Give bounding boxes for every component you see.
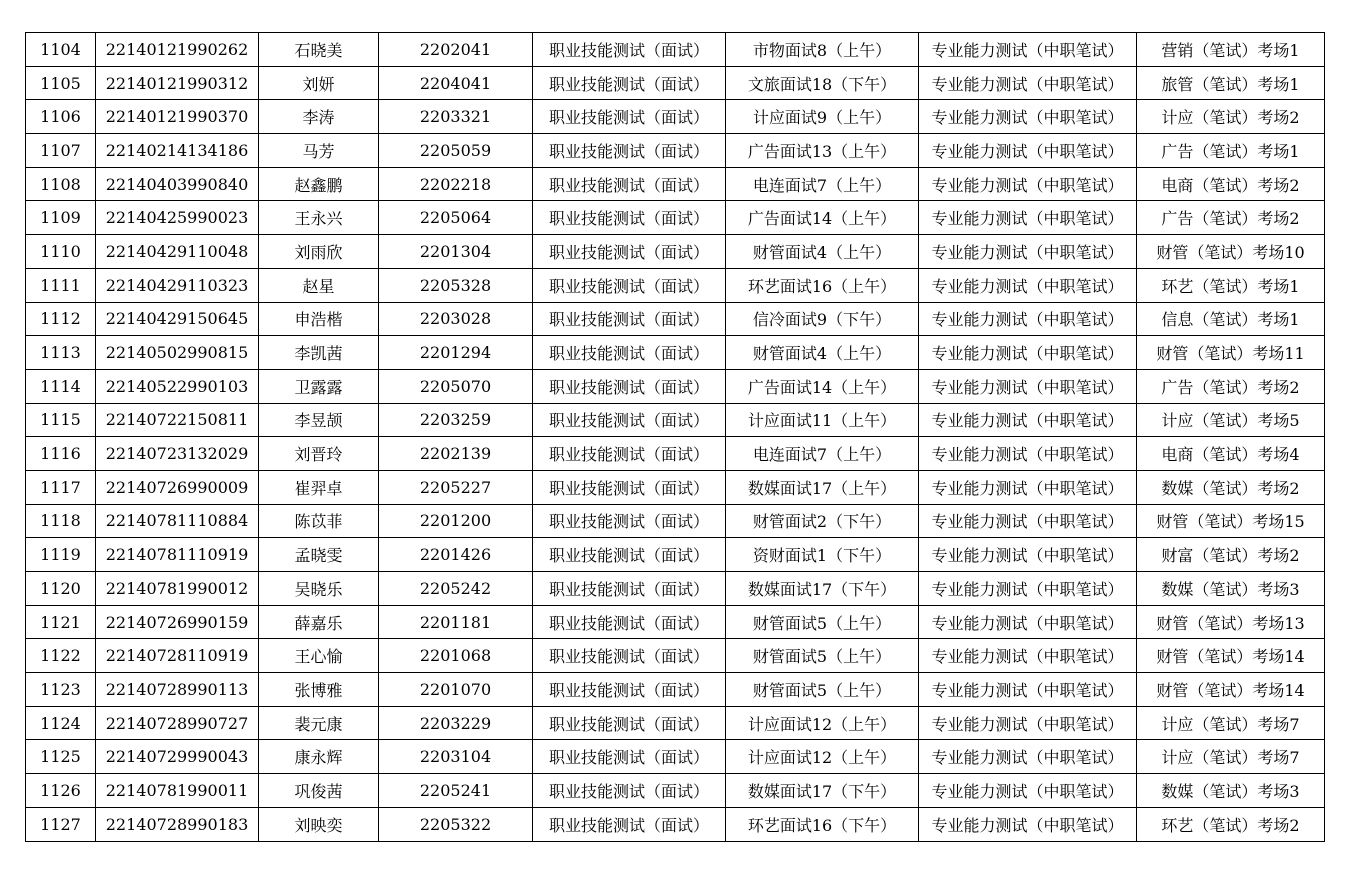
- test-one-cell: 职业技能测试（面试）: [533, 639, 726, 673]
- test-two-cell: 专业能力测试（中职笔试）: [919, 100, 1137, 134]
- table-row: [26, 673, 1325, 707]
- room-one-cell: 财管面试4（上午）: [726, 235, 919, 269]
- room-two-cell: 信息（笔试）考场1: [1137, 302, 1325, 336]
- name-cell: 裴元康: [259, 706, 379, 740]
- room-one-cell: 财管面试4（上午）: [726, 336, 919, 370]
- room-one-cell: 广告面试14（上午）: [726, 369, 919, 403]
- room-two-cell: 广告（笔试）考场2: [1137, 369, 1325, 403]
- room-one-cell: 市物面试8（上午）: [726, 33, 919, 67]
- candidate-id-cell: 22140726990159: [96, 605, 259, 639]
- exam-number-cell: 2202041: [379, 33, 533, 67]
- exam-number-cell: 2201426: [379, 538, 533, 572]
- room-two-cell: 财管（笔试）考场13: [1137, 605, 1325, 639]
- room-two-cell: 计应（笔试）考场5: [1137, 403, 1325, 437]
- test-two-cell: 专业能力测试（中职笔试）: [919, 167, 1137, 201]
- test-one-cell: 职业技能测试（面试）: [533, 437, 726, 471]
- name-cell: 巩俊茜: [259, 774, 379, 808]
- candidate-id-cell: 22140728110919: [96, 639, 259, 673]
- name-cell: 刘晋玲: [259, 437, 379, 471]
- room-one-cell: 电连面试7（上午）: [726, 167, 919, 201]
- test-two-cell: 专业能力测试（中职笔试）: [919, 673, 1137, 707]
- table-row: [26, 66, 1325, 100]
- test-two-cell: 专业能力测试（中职笔试）: [919, 134, 1137, 168]
- name-cell: 张博雅: [259, 673, 379, 707]
- candidate-id-cell: 22140121990312: [96, 66, 259, 100]
- room-one-cell: 信冷面试9（下午）: [726, 302, 919, 336]
- table-row: [26, 572, 1325, 606]
- exam-assignment-table: [25, 32, 1325, 842]
- room-two-cell: 财管（笔试）考场11: [1137, 336, 1325, 370]
- serial-number-cell: 1123: [26, 673, 96, 707]
- table-row: [26, 538, 1325, 572]
- room-two-cell: 数媒（笔试）考场3: [1137, 572, 1325, 606]
- name-cell: 吴晓乐: [259, 572, 379, 606]
- table-row: [26, 100, 1325, 134]
- test-two-cell: 专业能力测试（中职笔试）: [919, 470, 1137, 504]
- room-one-cell: 广告面试14（上午）: [726, 201, 919, 235]
- candidate-id-cell: 22140429110323: [96, 268, 259, 302]
- serial-number-cell: 1116: [26, 437, 96, 471]
- exam-number-cell: 2205328: [379, 268, 533, 302]
- serial-number-cell: 1114: [26, 369, 96, 403]
- room-one-cell: 环艺面试16（上午）: [726, 268, 919, 302]
- room-one-cell: 财管面试5（上午）: [726, 639, 919, 673]
- test-two-cell: 专业能力测试（中职笔试）: [919, 302, 1137, 336]
- room-one-cell: 资财面试1（下午）: [726, 538, 919, 572]
- candidate-id-cell: 22140728990183: [96, 807, 259, 841]
- test-two-cell: 专业能力测试（中职笔试）: [919, 639, 1137, 673]
- room-two-cell: 广告（笔试）考场2: [1137, 201, 1325, 235]
- room-two-cell: 环艺（笔试）考场2: [1137, 807, 1325, 841]
- test-one-cell: 职业技能测试（面试）: [533, 66, 726, 100]
- room-two-cell: 电商（笔试）考场2: [1137, 167, 1325, 201]
- exam-number-cell: 2202218: [379, 167, 533, 201]
- test-two-cell: 专业能力测试（中职笔试）: [919, 538, 1137, 572]
- test-one-cell: 职业技能测试（面试）: [533, 403, 726, 437]
- test-one-cell: 职业技能测试（面试）: [533, 706, 726, 740]
- test-two-cell: 专业能力测试（中职笔试）: [919, 268, 1137, 302]
- test-two-cell: 专业能力测试（中职笔试）: [919, 66, 1137, 100]
- candidate-id-cell: 22140429150645: [96, 302, 259, 336]
- name-cell: 王永兴: [259, 201, 379, 235]
- room-two-cell: 环艺（笔试）考场1: [1137, 268, 1325, 302]
- exam-number-cell: 2205242: [379, 572, 533, 606]
- candidate-id-cell: 22140121990262: [96, 33, 259, 67]
- room-one-cell: 电连面试7（上午）: [726, 437, 919, 471]
- candidate-id-cell: 22140729990043: [96, 740, 259, 774]
- serial-number-cell: 1120: [26, 572, 96, 606]
- name-cell: 陈苡菲: [259, 504, 379, 538]
- room-one-cell: 财管面试2（下午）: [726, 504, 919, 538]
- table-row: [26, 336, 1325, 370]
- room-two-cell: 计应（笔试）考场7: [1137, 740, 1325, 774]
- exam-number-cell: 2205241: [379, 774, 533, 808]
- serial-number-cell: 1119: [26, 538, 96, 572]
- exam-number-cell: 2204041: [379, 66, 533, 100]
- serial-number-cell: 1104: [26, 33, 96, 67]
- table-row: [26, 504, 1325, 538]
- exam-number-cell: 2201181: [379, 605, 533, 639]
- exam-number-cell: 2203104: [379, 740, 533, 774]
- test-one-cell: 职业技能测试（面试）: [533, 235, 726, 269]
- test-one-cell: 职业技能测试（面试）: [533, 134, 726, 168]
- name-cell: 李昱颉: [259, 403, 379, 437]
- exam-number-cell: 2201294: [379, 336, 533, 370]
- test-one-cell: 职业技能测试（面试）: [533, 100, 726, 134]
- exam-number-cell: 2201070: [379, 673, 533, 707]
- test-two-cell: 专业能力测试（中职笔试）: [919, 774, 1137, 808]
- test-one-cell: 职业技能测试（面试）: [533, 504, 726, 538]
- test-two-cell: 专业能力测试（中职笔试）: [919, 336, 1137, 370]
- test-one-cell: 职业技能测试（面试）: [533, 369, 726, 403]
- room-one-cell: 广告面试13（上午）: [726, 134, 919, 168]
- test-two-cell: 专业能力测试（中职笔试）: [919, 605, 1137, 639]
- test-one-cell: 职业技能测试（面试）: [533, 605, 726, 639]
- candidate-id-cell: 22140723132029: [96, 437, 259, 471]
- test-one-cell: 职业技能测试（面试）: [533, 470, 726, 504]
- candidate-id-cell: 22140403990840: [96, 167, 259, 201]
- serial-number-cell: 1122: [26, 639, 96, 673]
- room-two-cell: 计应（笔试）考场7: [1137, 706, 1325, 740]
- room-two-cell: 电商（笔试）考场4: [1137, 437, 1325, 471]
- candidate-id-cell: 22140502990815: [96, 336, 259, 370]
- serial-number-cell: 1127: [26, 807, 96, 841]
- name-cell: 李凯茜: [259, 336, 379, 370]
- exam-number-cell: 2203259: [379, 403, 533, 437]
- candidate-id-cell: 22140522990103: [96, 369, 259, 403]
- table-row: [26, 33, 1325, 67]
- table-row: [26, 437, 1325, 471]
- room-one-cell: 计应面试12（上午）: [726, 706, 919, 740]
- exam-number-cell: 2205064: [379, 201, 533, 235]
- test-one-cell: 职业技能测试（面试）: [533, 302, 726, 336]
- serial-number-cell: 1111: [26, 268, 96, 302]
- room-one-cell: 财管面试5（上午）: [726, 605, 919, 639]
- serial-number-cell: 1117: [26, 470, 96, 504]
- name-cell: 薛嘉乐: [259, 605, 379, 639]
- table-row: [26, 201, 1325, 235]
- test-one-cell: 职业技能测试（面试）: [533, 33, 726, 67]
- room-two-cell: 营销（笔试）考场1: [1137, 33, 1325, 67]
- room-two-cell: 旅管（笔试）考场1: [1137, 66, 1325, 100]
- table-row: [26, 740, 1325, 774]
- test-two-cell: 专业能力测试（中职笔试）: [919, 403, 1137, 437]
- test-one-cell: 职业技能测试（面试）: [533, 572, 726, 606]
- room-two-cell: 财管（笔试）考场15: [1137, 504, 1325, 538]
- table-row: [26, 167, 1325, 201]
- serial-number-cell: 1113: [26, 336, 96, 370]
- test-one-cell: 职业技能测试（面试）: [533, 538, 726, 572]
- room-one-cell: 环艺面试16（下午）: [726, 807, 919, 841]
- name-cell: 赵星: [259, 268, 379, 302]
- test-one-cell: 职业技能测试（面试）: [533, 336, 726, 370]
- name-cell: 李涛: [259, 100, 379, 134]
- serial-number-cell: 1118: [26, 504, 96, 538]
- test-two-cell: 专业能力测试（中职笔试）: [919, 504, 1137, 538]
- test-two-cell: 专业能力测试（中职笔试）: [919, 201, 1137, 235]
- name-cell: 刘映奕: [259, 807, 379, 841]
- exam-number-cell: 2201068: [379, 639, 533, 673]
- candidate-id-cell: 22140781990012: [96, 572, 259, 606]
- table-body: [26, 33, 1325, 842]
- candidate-id-cell: 22140214134186: [96, 134, 259, 168]
- exam-number-cell: 2205070: [379, 369, 533, 403]
- serial-number-cell: 1105: [26, 66, 96, 100]
- candidate-id-cell: 22140429110048: [96, 235, 259, 269]
- room-two-cell: 财富（笔试）考场2: [1137, 538, 1325, 572]
- test-two-cell: 专业能力测试（中职笔试）: [919, 706, 1137, 740]
- room-one-cell: 计应面试9（上午）: [726, 100, 919, 134]
- name-cell: 刘雨欣: [259, 235, 379, 269]
- exam-number-cell: 2201304: [379, 235, 533, 269]
- room-two-cell: 财管（笔试）考场14: [1137, 639, 1325, 673]
- room-two-cell: 数媒（笔试）考场3: [1137, 774, 1325, 808]
- test-two-cell: 专业能力测试（中职笔试）: [919, 572, 1137, 606]
- serial-number-cell: 1121: [26, 605, 96, 639]
- name-cell: 马芳: [259, 134, 379, 168]
- test-two-cell: 专业能力测试（中职笔试）: [919, 437, 1137, 471]
- candidate-id-cell: 22140722150811: [96, 403, 259, 437]
- serial-number-cell: 1109: [26, 201, 96, 235]
- test-two-cell: 专业能力测试（中职笔试）: [919, 740, 1137, 774]
- name-cell: 申浩楷: [259, 302, 379, 336]
- table-row: [26, 268, 1325, 302]
- test-one-cell: 职业技能测试（面试）: [533, 268, 726, 302]
- room-one-cell: 文旅面试18（下午）: [726, 66, 919, 100]
- table-row: [26, 774, 1325, 808]
- table-row: [26, 134, 1325, 168]
- name-cell: 康永辉: [259, 740, 379, 774]
- table-row: [26, 639, 1325, 673]
- table-row: [26, 235, 1325, 269]
- name-cell: 赵鑫鹏: [259, 167, 379, 201]
- test-two-cell: 专业能力测试（中职笔试）: [919, 807, 1137, 841]
- test-one-cell: 职业技能测试（面试）: [533, 740, 726, 774]
- table-row: [26, 605, 1325, 639]
- test-one-cell: 职业技能测试（面试）: [533, 673, 726, 707]
- table-row: [26, 470, 1325, 504]
- test-two-cell: 专业能力测试（中职笔试）: [919, 369, 1137, 403]
- room-one-cell: 计应面试12（上午）: [726, 740, 919, 774]
- candidate-id-cell: 22140726990009: [96, 470, 259, 504]
- exam-number-cell: 2205059: [379, 134, 533, 168]
- serial-number-cell: 1107: [26, 134, 96, 168]
- candidate-id-cell: 22140781990011: [96, 774, 259, 808]
- test-one-cell: 职业技能测试（面试）: [533, 807, 726, 841]
- test-one-cell: 职业技能测试（面试）: [533, 774, 726, 808]
- name-cell: 石晓美: [259, 33, 379, 67]
- name-cell: 孟晓雯: [259, 538, 379, 572]
- serial-number-cell: 1108: [26, 167, 96, 201]
- exam-number-cell: 2203028: [379, 302, 533, 336]
- serial-number-cell: 1115: [26, 403, 96, 437]
- exam-number-cell: 2205322: [379, 807, 533, 841]
- room-one-cell: 计应面试11（上午）: [726, 403, 919, 437]
- name-cell: 崔羿卓: [259, 470, 379, 504]
- room-two-cell: 财管（笔试）考场10: [1137, 235, 1325, 269]
- name-cell: 卫露露: [259, 369, 379, 403]
- room-one-cell: 数媒面试17（下午）: [726, 572, 919, 606]
- test-one-cell: 职业技能测试（面试）: [533, 167, 726, 201]
- room-one-cell: 财管面试5（上午）: [726, 673, 919, 707]
- exam-number-cell: 2205227: [379, 470, 533, 504]
- room-one-cell: 数媒面试17（下午）: [726, 774, 919, 808]
- table-row: [26, 706, 1325, 740]
- candidate-id-cell: 22140425990023: [96, 201, 259, 235]
- exam-number-cell: 2202139: [379, 437, 533, 471]
- exam-number-cell: 2203229: [379, 706, 533, 740]
- serial-number-cell: 1112: [26, 302, 96, 336]
- test-one-cell: 职业技能测试（面试）: [533, 201, 726, 235]
- room-two-cell: 财管（笔试）考场14: [1137, 673, 1325, 707]
- test-two-cell: 专业能力测试（中职笔试）: [919, 235, 1137, 269]
- candidate-id-cell: 22140728990727: [96, 706, 259, 740]
- room-one-cell: 数媒面试17（上午）: [726, 470, 919, 504]
- candidate-id-cell: 22140728990113: [96, 673, 259, 707]
- candidate-id-cell: 22140121990370: [96, 100, 259, 134]
- room-two-cell: 广告（笔试）考场1: [1137, 134, 1325, 168]
- table-row: [26, 807, 1325, 841]
- exam-number-cell: 2203321: [379, 100, 533, 134]
- candidate-id-cell: 22140781110884: [96, 504, 259, 538]
- serial-number-cell: 1110: [26, 235, 96, 269]
- table-row: [26, 369, 1325, 403]
- table-row: [26, 403, 1325, 437]
- name-cell: 刘妍: [259, 66, 379, 100]
- table-row: [26, 302, 1325, 336]
- name-cell: 王心愉: [259, 639, 379, 673]
- serial-number-cell: 1124: [26, 706, 96, 740]
- candidate-id-cell: 22140781110919: [96, 538, 259, 572]
- serial-number-cell: 1106: [26, 100, 96, 134]
- exam-number-cell: 2201200: [379, 504, 533, 538]
- serial-number-cell: 1125: [26, 740, 96, 774]
- test-two-cell: 专业能力测试（中职笔试）: [919, 33, 1137, 67]
- room-two-cell: 数媒（笔试）考场2: [1137, 470, 1325, 504]
- room-two-cell: 计应（笔试）考场2: [1137, 100, 1325, 134]
- serial-number-cell: 1126: [26, 774, 96, 808]
